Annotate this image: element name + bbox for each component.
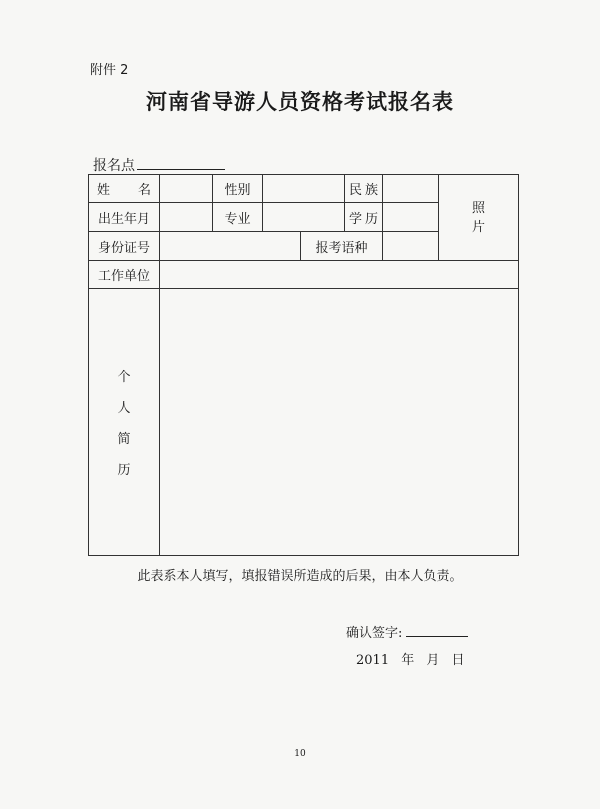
name-field[interactable] bbox=[160, 175, 213, 203]
signature-row bbox=[346, 622, 468, 641]
photo-box bbox=[439, 175, 519, 261]
page-number: 10 bbox=[294, 749, 306, 759]
date-line: 2011 年 月 日 bbox=[356, 653, 465, 668]
language-field[interactable] bbox=[383, 232, 439, 261]
id-field[interactable] bbox=[160, 232, 301, 261]
signup-point-field[interactable] bbox=[137, 157, 225, 170]
attachment-label: 附件 2 bbox=[90, 63, 129, 78]
ethnicity-field[interactable] bbox=[383, 175, 439, 203]
name-label: 姓 名 bbox=[89, 175, 160, 203]
photo-char-1: 照 bbox=[471, 200, 485, 216]
birth-label: 出生年月 bbox=[89, 203, 160, 232]
major-field[interactable] bbox=[263, 203, 345, 232]
major-label: 专业 bbox=[213, 203, 263, 232]
registration-table bbox=[88, 174, 519, 556]
photo-char-2: 片 bbox=[471, 219, 485, 235]
page-title: 河南省导游人员资格考试报名表 bbox=[146, 89, 454, 114]
resume-label: 个 人 简 历 bbox=[89, 289, 160, 556]
id-label: 身份证号 bbox=[89, 232, 160, 261]
gender-label: 性别 bbox=[213, 175, 263, 203]
resume-field[interactable] bbox=[160, 289, 519, 556]
signup-point-row bbox=[93, 155, 225, 175]
education-label: 学 历 bbox=[345, 203, 383, 232]
signup-point-label: 报名点 bbox=[93, 158, 135, 174]
birth-field[interactable] bbox=[160, 203, 213, 232]
education-field[interactable] bbox=[383, 203, 439, 232]
gender-field[interactable] bbox=[263, 175, 345, 203]
signature-field[interactable] bbox=[406, 626, 468, 637]
language-label: 报考语种 bbox=[301, 232, 383, 261]
responsibility-note: 此表系本人填写，填报错误所造成的后果，由本人负责。 bbox=[137, 569, 463, 584]
signature-label: 确认签字: bbox=[346, 626, 403, 641]
ethnicity-label: 民 族 bbox=[345, 175, 383, 203]
employer-label: 工作单位 bbox=[89, 261, 160, 289]
employer-field[interactable] bbox=[160, 261, 519, 289]
